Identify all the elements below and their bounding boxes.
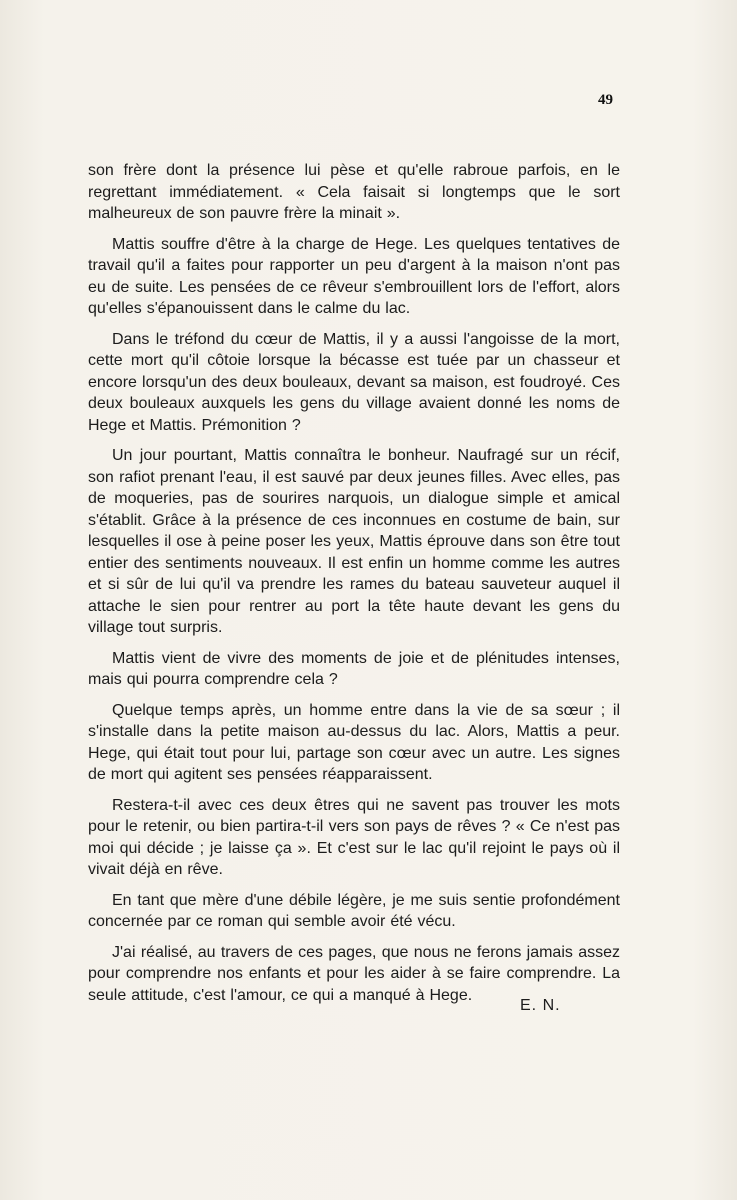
paragraph-7: Restera-t-il avec ces deux êtres qui ne savent pas trouver les mots pour le retenir, ou bien partira-t-il vers son pays de rêves ? « Ce n'est pas moi qui décide ; je laisse ça ». Et c'est sur le lac qu'il rejoint le pays où il vivait déjà en rêve.: [88, 796, 620, 878]
paragraph-1: son frère dont la présence lui pèse et qu'elle rabroue parfois, en le regrettant immédiatement. « Cela faisait si longtemps que le sort malheureux de son pauvre frère la minait ».: [88, 162, 620, 222]
paragraph-2: Mattis souffre d'être à la charge de Hege. Les quelques tentatives de travail qu'il a faites pour rapporter un peu d'argent à la maison n'ont pas eu de suite. Les pensées de ce rêveur s'embrouillent lors de l'effort, alors qu'elles s'épanouissent dans le calme du lac.: [88, 235, 620, 317]
paragraph-9: J'ai réalisé, au travers de ces pages, que nous ne ferons jamais assez pour comprendre nos enfants et pour les aider à se faire comprendre. La seule attitude, c'est l'amour, ce qui a manqué à Hege.: [88, 943, 620, 1004]
page-number: 49: [598, 92, 613, 108]
article-body: [88, 160, 620, 1015]
paragraph-8: En tant que mère d'une débile légère, je me suis sentie profondément concernée par ce roman qui semble avoir été vécu.: [88, 891, 620, 930]
author-signature: E. N.: [520, 997, 561, 1014]
paragraph-6: Quelque temps après, un homme entre dans la vie de sa sœur ; il s'installe dans la petite maison au-dessus du lac. Alors, Mattis a peur. Hege, qui était tout pour lui, partage son cœur avec un autre. Les signes de mort qui agitent ses pensées réapparaissent.: [88, 701, 620, 783]
paragraph-3: Dans le tréfond du cœur de Mattis, il y a aussi l'angoisse de la mort, cette mort qu'il côtoie lorsque la bécasse est tuée par un chasseur et encore lorsqu'un des deux bouleaux, devant sa maison, est foudroyé. Ces deux bouleaux auxquels les gens du village avaient donné les noms de Hege et Mattis. Prémonition ?: [88, 330, 620, 434]
paragraph-5: Mattis vient de vivre des moments de joie et de plénitudes intenses, mais qui pourra comprendre cela ?: [88, 649, 620, 688]
paragraph-4: Un jour pourtant, Mattis connaîtra le bonheur. Naufragé sur un récif, son rafiot prenant l'eau, il est sauvé par deux jeunes filles. Avec elles, pas de moqueries, pas de sourires narquois, un dialogue simple et amical s'établit. Grâce à la présence de ces inconnues en costume de bain, sur lesquelles il ose à peine poser les yeux, Mattis éprouve dans son être tout entier des sentiments nouveaux. Il est enfin un homme comme les autres et si sûr de lui qu'il va prendre les rames du bateau sauveteur auquel il attache le sien pour rentrer au port la tête haute devant les gens du village tout surpris.: [88, 447, 620, 636]
